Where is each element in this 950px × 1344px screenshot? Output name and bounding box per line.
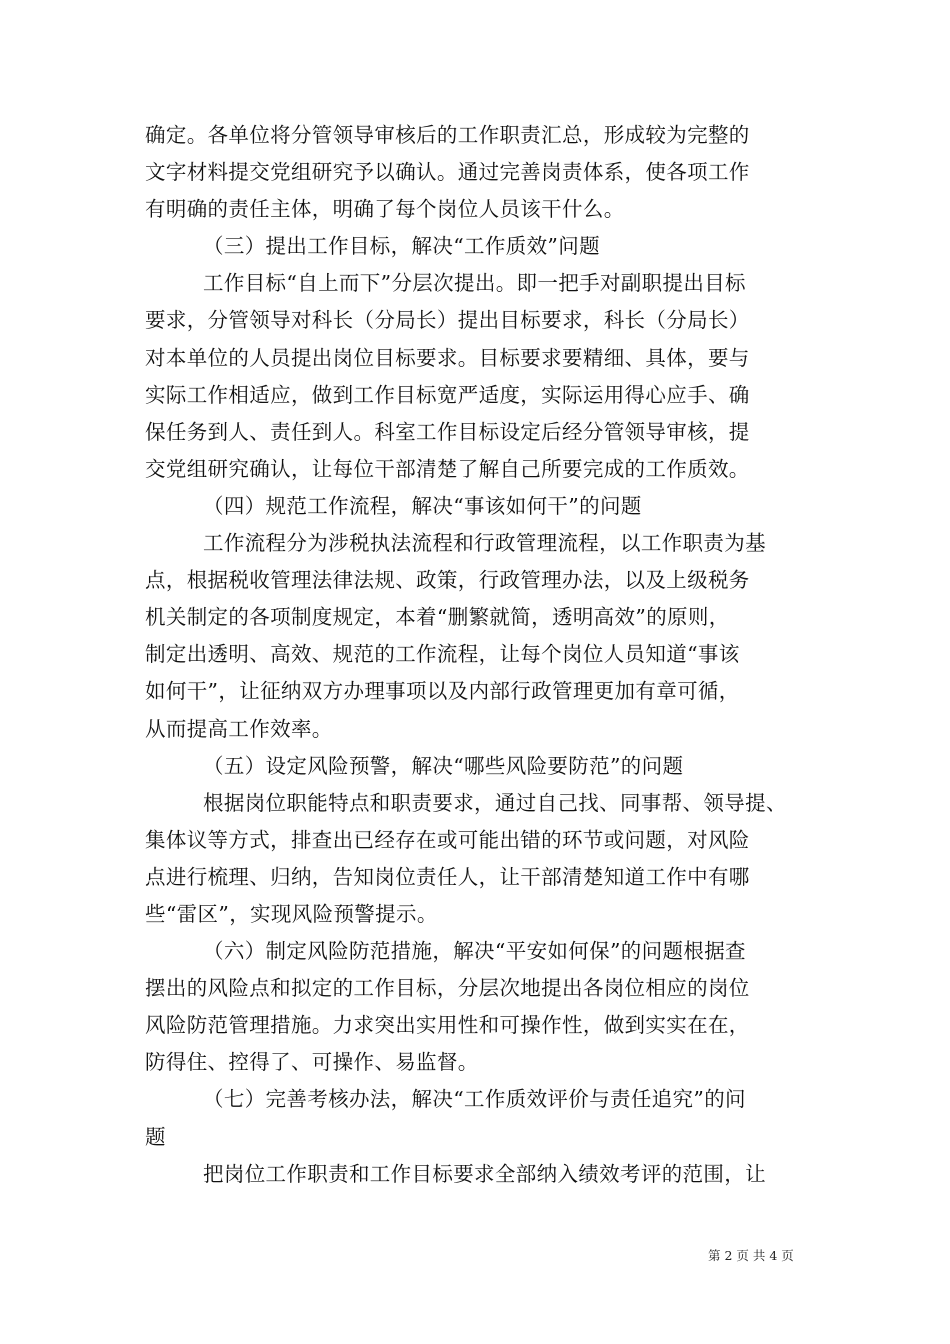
paragraph-line: 交党组研究确认，让每位干部清楚了解自己所要完成的工作质效。 bbox=[145, 456, 750, 481]
paragraph-line: 实际工作相适应，做到工作目标宽严适度，实际运用得心应手、确 bbox=[145, 382, 750, 407]
paragraph-line: 点进行梳理、归纳，告知岗位责任人，让干部清楚知道工作中有哪 bbox=[145, 864, 750, 889]
paragraph-line-indented: （三）提出工作目标，解决“工作质效”问题 bbox=[203, 234, 600, 259]
paragraph-line: 确定。各单位将分管领导审核后的工作职责汇总，形成较为完整的 bbox=[145, 123, 750, 147]
paragraph-line: 题 bbox=[145, 1124, 166, 1149]
paragraph-line: 点，根据税收管理法律法规、政策，行政管理办法，以及上级税务 bbox=[145, 568, 750, 593]
paragraph-line-indented: （七）完善考核办法，解决“工作质效评价与责任追究”的问 bbox=[203, 1087, 746, 1112]
paragraph-line: 要求，分管领导对科长（分局长）提出目标要求，科长（分局长） bbox=[145, 308, 750, 333]
paragraph-line: 对本单位的人员提出岗位目标要求。目标要求要精细、具体，要与 bbox=[145, 345, 750, 370]
paragraph-line-indented: 根据岗位职能特点和职责要求，通过自己找、同事帮、领导提、 bbox=[203, 790, 787, 815]
paragraph-line-indented: （六）制定风险防范措施，解决“平安如何保”的问题根据查 bbox=[203, 939, 746, 964]
paragraph-line-indented: 工作流程分为涉税执法流程和行政管理流程，以工作职责为基 bbox=[203, 531, 766, 556]
paragraph-line: 从而提高工作效率。 bbox=[145, 716, 333, 741]
paragraph-line: 防得住、控得了、可操作、易监督。 bbox=[145, 1050, 479, 1075]
paragraph-line-indented: （四）规范工作流程，解决“事该如何干”的问题 bbox=[203, 493, 642, 518]
paragraph-line: 制定出透明、高效、规范的工作流程，让每个岗位人员知道“事该 bbox=[145, 642, 740, 667]
paragraph-line: 集体议等方式，排查出已经存在或可能出错的环节或问题，对风险 bbox=[145, 827, 750, 852]
paragraph-line: 机关制定的各项制度规定，本着“删繁就简，透明高效”的原则， bbox=[145, 605, 730, 630]
paragraph-line: 风险防范管理措施。力求突出实用性和可操作性，做到实实在在， bbox=[145, 1013, 750, 1038]
paragraph-line-indented: 把岗位工作职责和工作目标要求全部纳入绩效考评的范围，让 bbox=[203, 1161, 766, 1186]
paragraph-line-indented: 工作目标“自上而下”分层次提出。即一把手对副职提出目标 bbox=[203, 271, 746, 296]
page-footer: 第 2 页 共 4 页 bbox=[708, 1248, 794, 1263]
paragraph-line: 保任务到人、责任到人。科室工作目标设定后经分管领导审核，提 bbox=[145, 419, 750, 444]
paragraph-line: 文字材料提交党组研究予以确认。通过完善岗责体系，使各项工作 bbox=[145, 160, 750, 185]
paragraph-line: 摆出的风险点和拟定的工作目标，分层次地提出各岗位相应的岗位 bbox=[145, 976, 750, 1001]
document-body bbox=[145, 117, 810, 1193]
paragraph-line: 如何干”，让征纳双方办理事项以及内部行政管理更加有章可循， bbox=[145, 679, 740, 704]
paragraph-line: 有明确的责任主体，明确了每个岗位人员该干什么。 bbox=[145, 197, 625, 222]
paragraph-line-indented: （五）设定风险预警，解决“哪些风险要防范”的问题 bbox=[203, 753, 684, 778]
paragraph-line: 些“雷区”，实现风险预警提示。 bbox=[145, 901, 438, 926]
